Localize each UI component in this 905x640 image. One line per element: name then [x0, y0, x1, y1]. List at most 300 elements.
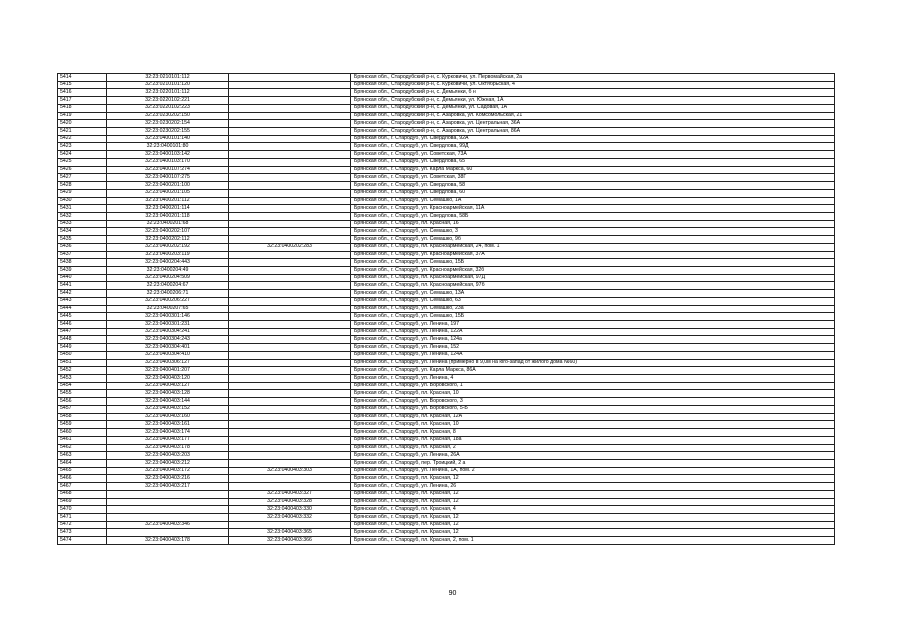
address-cell: Брянская обл., г. Стародуб, пл. Красная, 12: [351, 498, 835, 506]
table-row: [58, 405, 835, 413]
row-number-cell: 5437: [58, 251, 107, 259]
row-number-cell: 5429: [58, 189, 107, 197]
row-number-cell: 5458: [58, 413, 107, 421]
table-row: [58, 513, 835, 521]
premises-cadastral-number-cell: [229, 390, 351, 398]
cadastral-number-cell: 32:23:0400301:231: [107, 321, 229, 329]
table-row: [58, 182, 835, 190]
table-row: [58, 429, 835, 437]
table-row: [58, 251, 835, 259]
cadastral-number-cell: 32:23:0400403:346: [107, 521, 229, 529]
table-row: [58, 390, 835, 398]
cadastral-number-cell: 32:23:0400401:207: [107, 367, 229, 375]
premises-cadastral-number-cell: [229, 236, 351, 244]
cadastral-number-cell: [107, 506, 229, 514]
address-cell: Брянская обл., г. Стародуб, ул. Ленина, 26: [351, 483, 835, 491]
address-cell: Брянская обл., г. Стародуб, ул. Семашко, 15Б: [351, 259, 835, 267]
cadastral-number-cell: 32:23:0400403:178: [107, 444, 229, 452]
cadastral-number-cell: 32:23:0400304:410: [107, 351, 229, 359]
cadastral-number-cell: 32:23:0400201:68: [107, 220, 229, 228]
row-number-cell: 5440: [58, 274, 107, 282]
cadastral-number-cell: 32:23:0210101:120: [107, 81, 229, 89]
table-row: [58, 521, 835, 529]
premises-cadastral-number-cell: [229, 228, 351, 236]
row-number-cell: 5457: [58, 405, 107, 413]
address-cell: Брянская обл., г. Стародуб, ул. Красноармейская, 11А: [351, 205, 835, 213]
cadastral-number-cell: 32:23:0400202:112: [107, 236, 229, 244]
cadastral-number-cell: 32:23:0220101:112: [107, 89, 229, 97]
table-row: [58, 367, 835, 375]
premises-cadastral-number-cell: [229, 166, 351, 174]
cadastral-number-cell: 32:23:0400403:160: [107, 413, 229, 421]
cadastral-number-cell: 32:23:0400206:71: [107, 290, 229, 298]
address-cell: Брянская обл., г. Стародуб, ул. Свердлова, 60: [351, 189, 835, 197]
address-cell: Брянская обл., г. Стародуб, ул. Ленина, 26А: [351, 452, 835, 460]
row-number-cell: 5456: [58, 398, 107, 406]
premises-cadastral-number-cell: [229, 351, 351, 359]
table-row: [58, 259, 835, 267]
address-cell: Брянская обл., г. Стародуб, пл. Красная, 4: [351, 506, 835, 514]
premises-cadastral-number-cell: 32:23:0400403:365: [229, 529, 351, 537]
table-row: [58, 135, 835, 143]
address-cell: Брянская обл., г. Стародуб, пл. Красноармейская, 97б: [351, 282, 835, 290]
address-cell: Брянская обл., г. Стародуб, пл. Красная, 12: [351, 490, 835, 498]
table-row: [58, 112, 835, 120]
premises-cadastral-number-cell: [229, 444, 351, 452]
premises-cadastral-number-cell: 32:23:0400403:327: [229, 490, 351, 498]
row-number-cell: 5422: [58, 135, 107, 143]
address-cell: Брянская обл., г. Стародуб, пл. Красная, 12: [351, 513, 835, 521]
premises-cadastral-number-cell: [229, 151, 351, 159]
address-cell: Брянская обл., г. Стародуб, ул. Свердлова, 92А: [351, 135, 835, 143]
cadastral-number-cell: 32:23:0230202:150: [107, 112, 229, 120]
row-number-cell: 5474: [58, 537, 107, 545]
premises-cadastral-number-cell: 32:23:0400403:366: [229, 537, 351, 545]
premises-cadastral-number-cell: 32:23:0400403:328: [229, 498, 351, 506]
cadastral-number-cell: 32:23:0400304:243: [107, 336, 229, 344]
table-row: [58, 266, 835, 274]
address-cell: Брянская обл., г. Стародуб, пл. Красная, 12: [351, 529, 835, 537]
cadastral-number-cell: 32:23:0400204:67: [107, 282, 229, 290]
cadastral-number-cell: 32:23:0400403:217: [107, 483, 229, 491]
row-number-cell: 5445: [58, 313, 107, 321]
row-number-cell: 5469: [58, 498, 107, 506]
row-number-cell: 5472: [58, 521, 107, 529]
premises-cadastral-number-cell: [229, 197, 351, 205]
table-row: [58, 89, 835, 97]
cadastral-number-cell: 32:23:0400107:274: [107, 166, 229, 174]
row-number-cell: 5433: [58, 220, 107, 228]
address-cell: Брянская обл., г. Стародуб, ул. Семашко, 3: [351, 228, 835, 236]
table-row: [58, 297, 835, 305]
row-number-cell: 5447: [58, 328, 107, 336]
table-row: [58, 305, 835, 313]
cadastral-number-cell: 32:23:0400204:509: [107, 274, 229, 282]
cadastral-number-cell: 32:23:0400403:161: [107, 421, 229, 429]
row-number-cell: 5455: [58, 390, 107, 398]
premises-cadastral-number-cell: [229, 398, 351, 406]
cadastral-number-cell: 32:23:0400201:105: [107, 189, 229, 197]
table-row: [58, 344, 835, 352]
cadastral-number-cell: 32:23:0400403:127: [107, 382, 229, 390]
table-row: [58, 220, 835, 228]
address-cell: Брянская обл., г. Стародуб, ул. Ленина, 124А: [351, 351, 835, 359]
cadastral-number-cell: 32:23:0400202:192: [107, 243, 229, 251]
premises-cadastral-number-cell: [229, 375, 351, 383]
table-row: [58, 158, 835, 166]
table-row: [58, 313, 835, 321]
premises-cadastral-number-cell: [229, 475, 351, 483]
premises-cadastral-number-cell: [229, 405, 351, 413]
row-number-cell: 5427: [58, 174, 107, 182]
premises-cadastral-number-cell: [229, 128, 351, 136]
row-number-cell: 5451: [58, 359, 107, 367]
table-row: [58, 336, 835, 344]
table-row: [58, 328, 835, 336]
premises-cadastral-number-cell: [229, 266, 351, 274]
cadastral-number-cell: 32:23:0400203:119: [107, 251, 229, 259]
cadastral-number-cell: 32:23:0400201:114: [107, 205, 229, 213]
cadastral-number-cell: 32:23:0400204:49: [107, 266, 229, 274]
row-number-cell: 5448: [58, 336, 107, 344]
row-number-cell: 5454: [58, 382, 107, 390]
table-row: [58, 197, 835, 205]
table-row: [58, 151, 835, 159]
premises-cadastral-number-cell: [229, 282, 351, 290]
row-number-cell: 5444: [58, 305, 107, 313]
cadastral-number-cell: 32:23:0400403:172: [107, 467, 229, 475]
premises-cadastral-number-cell: [229, 81, 351, 89]
address-cell: Брянская обл., г. Стародуб, ул. Советская, 73А: [351, 151, 835, 159]
table-row: [58, 282, 835, 290]
cadastral-number-cell: 32:23:0230202:154: [107, 120, 229, 128]
row-number-cell: 5459: [58, 421, 107, 429]
premises-cadastral-number-cell: [229, 344, 351, 352]
premises-cadastral-number-cell: [229, 97, 351, 105]
premises-cadastral-number-cell: [229, 321, 351, 329]
address-cell: Брянская обл., г. Стародуб, ул. Красноармейская, 37А: [351, 251, 835, 259]
address-cell: Брянская обл., г. Стародуб, ул. Воровского, 3: [351, 398, 835, 406]
row-number-cell: 5421: [58, 128, 107, 136]
address-cell: Брянская обл., г. Стародуб, ул. Воровского, 5-Б: [351, 405, 835, 413]
premises-cadastral-number-cell: [229, 89, 351, 97]
row-number-cell: 5428: [58, 182, 107, 190]
cadastral-number-cell: 32:23:0400306:127: [107, 359, 229, 367]
cadastral-number-cell: 32:23:0400103:170: [107, 158, 229, 166]
row-number-cell: 5453: [58, 375, 107, 383]
address-cell: Брянская обл., г. Стародуб, пл. Красная, 2: [351, 444, 835, 452]
table-row: [58, 467, 835, 475]
premises-cadastral-number-cell: [229, 104, 351, 112]
address-cell: Брянская обл., г. Стародуб, ул. Красноармейская, 32б: [351, 266, 835, 274]
cadastral-number-cell: 32:23:0400103:142: [107, 151, 229, 159]
table-row: [58, 375, 835, 383]
cadastral-number-cell: 32:23:0220102:221: [107, 97, 229, 105]
premises-cadastral-number-cell: [229, 483, 351, 491]
address-cell: Брянская обл., г. Стародуб, ул. Ленина, 197: [351, 321, 835, 329]
cadastral-number-cell: 32:23:0400403:120: [107, 375, 229, 383]
address-cell: Брянская обл., г. Стародуб, пл. Красноармейская, 24, пом. 1: [351, 243, 835, 251]
table-row: [58, 166, 835, 174]
table-row: [58, 81, 835, 89]
row-number-cell: 5425: [58, 158, 107, 166]
row-number-cell: 5461: [58, 436, 107, 444]
table-row: [58, 274, 835, 282]
row-number-cell: 5463: [58, 452, 107, 460]
address-cell: Брянская обл., г. Стародуб, пл. Красноармейская, 97Д: [351, 274, 835, 282]
table-row: [58, 444, 835, 452]
premises-cadastral-number-cell: [229, 367, 351, 375]
address-cell: Брянская обл., г. Стародуб, пл. Красная, 12: [351, 475, 835, 483]
table-row: [58, 228, 835, 236]
cadastral-number-cell: 32:23:0400403:128: [107, 390, 229, 398]
row-number-cell: 5426: [58, 166, 107, 174]
premises-cadastral-number-cell: [229, 305, 351, 313]
row-number-cell: 5423: [58, 143, 107, 151]
cadastral-number-cell: [107, 513, 229, 521]
table-row: [58, 506, 835, 514]
cadastral-number-cell: 32:23:0400403:178: [107, 537, 229, 545]
premises-cadastral-number-cell: [229, 436, 351, 444]
address-cell: Брянская обл., Стародубский р-н, с. Курковичи, ул. Октябрьская, 4: [351, 81, 835, 89]
premises-cadastral-number-cell: [229, 421, 351, 429]
premises-cadastral-number-cell: [229, 174, 351, 182]
row-number-cell: 5443: [58, 297, 107, 305]
address-cell: Брянская обл., г. Стародуб, пл. Красная, 2, пом. 1: [351, 537, 835, 545]
cadastral-number-cell: 32:23:0400403:144: [107, 398, 229, 406]
address-cell: Брянская обл., г. Стародуб, пл. Красная, 12: [351, 521, 835, 529]
address-cell: Брянская обл., г. Стародуб, ул. Ленина, 4: [351, 375, 835, 383]
cadastral-number-cell: 32:23:0400403:177: [107, 436, 229, 444]
premises-cadastral-number-cell: [229, 429, 351, 437]
row-number-cell: 5441: [58, 282, 107, 290]
premises-cadastral-number-cell: [229, 413, 351, 421]
row-number-cell: 5432: [58, 212, 107, 220]
cadastral-number-cell: 32:23:0400403:152: [107, 405, 229, 413]
cadastral-number-cell: 32:23:0230202:155: [107, 128, 229, 136]
row-number-cell: 5442: [58, 290, 107, 298]
address-cell: Брянская обл., г. Стародуб, ул. Семашко, 23а: [351, 305, 835, 313]
table-row: [58, 205, 835, 213]
table-row: [58, 436, 835, 444]
row-number-cell: 5439: [58, 266, 107, 274]
address-cell: Брянская обл., г. Стародуб, пер. Троицкий, 2 а: [351, 459, 835, 467]
cadastral-number-cell: 32:23:0400304:241: [107, 328, 229, 336]
register-table-body: [58, 74, 835, 545]
row-number-cell: 5431: [58, 205, 107, 213]
premises-cadastral-number-cell: [229, 336, 351, 344]
row-number-cell: 5464: [58, 459, 107, 467]
address-cell: Брянская обл., г. Стародуб, ул. Семашко, 9б: [351, 236, 835, 244]
address-cell: Брянская обл., г. Стародуб, ул. Ленина, 152: [351, 344, 835, 352]
address-cell: Брянская обл., г. Стародуб, ул. Свердлова, 58Б: [351, 212, 835, 220]
cadastral-number-cell: [107, 490, 229, 498]
premises-cadastral-number-cell: [229, 205, 351, 213]
table-row: [58, 97, 835, 105]
table-row: [58, 537, 835, 545]
row-number-cell: 5466: [58, 475, 107, 483]
row-number-cell: 5419: [58, 112, 107, 120]
row-number-cell: 5436: [58, 243, 107, 251]
address-cell: Брянская обл., г. Стародуб, ул. Советская, 38Г: [351, 174, 835, 182]
address-cell: Брянская обл., г. Стародуб, ул. Ленина, 1А, пом. 2: [351, 467, 835, 475]
premises-cadastral-number-cell: 32:23:0400403:303: [229, 467, 351, 475]
table-row: [58, 498, 835, 506]
table-row: [58, 421, 835, 429]
cadastral-number-cell: 32:23:0400201:118: [107, 212, 229, 220]
cadastral-number-cell: 32:23:0400403:212: [107, 459, 229, 467]
table-row: [58, 321, 835, 329]
row-number-cell: 5452: [58, 367, 107, 375]
row-number-cell: 5449: [58, 344, 107, 352]
row-number-cell: 5460: [58, 429, 107, 437]
cadastral-number-cell: 32:23:0400403:203: [107, 452, 229, 460]
table-row: [58, 398, 835, 406]
table-row: [58, 143, 835, 151]
address-cell: Брянская обл., г. Стародуб, ул. Ленина, 122А: [351, 328, 835, 336]
address-cell: Брянская обл., г. Стародуб, пл. Красная, 16: [351, 220, 835, 228]
row-number-cell: 5473: [58, 529, 107, 537]
row-number-cell: 5468: [58, 490, 107, 498]
address-cell: Брянская обл., г. Стародуб, пл. Красная, 8: [351, 429, 835, 437]
premises-cadastral-number-cell: [229, 297, 351, 305]
table-row: [58, 382, 835, 390]
premises-cadastral-number-cell: [229, 212, 351, 220]
address-cell: Брянская обл., г. Стародуб, ул. Семашко, 15Б: [351, 313, 835, 321]
cadastral-number-cell: [107, 529, 229, 537]
premises-cadastral-number-cell: 32:23:0400403:330: [229, 506, 351, 514]
row-number-cell: 5462: [58, 444, 107, 452]
premises-cadastral-number-cell: [229, 143, 351, 151]
row-number-cell: 5424: [58, 151, 107, 159]
premises-cadastral-number-cell: [229, 328, 351, 336]
address-cell: Брянская обл., г. Стародуб, ул. Семашко, 13А: [351, 290, 835, 298]
table-row: [58, 359, 835, 367]
table-row: [58, 413, 835, 421]
cadastral-number-cell: 32:23:0220102:223: [107, 104, 229, 112]
premises-cadastral-number-cell: [229, 189, 351, 197]
row-number-cell: 5438: [58, 259, 107, 267]
table-row: [58, 104, 835, 112]
premises-cadastral-number-cell: 32:23:0400403:332: [229, 513, 351, 521]
cadastral-number-cell: 32:23:0400107:275: [107, 174, 229, 182]
address-cell: Брянская обл., г. Стародуб, пл. Красная, 18а: [351, 436, 835, 444]
premises-cadastral-number-cell: [229, 220, 351, 228]
address-cell: Брянская обл., г. Стародуб, ул. Ленина, 124а: [351, 336, 835, 344]
address-cell: Брянская обл., г. Стародуб, пл. Красная, 10: [351, 421, 835, 429]
table-row: [58, 189, 835, 197]
address-cell: Брянская обл., Стародубский р-н, с. Демьянки, ул. Садовая, 1А: [351, 104, 835, 112]
cadastral-number-cell: 32:23:0400202:107: [107, 228, 229, 236]
cadastral-number-cell: 32:23:0400301:146: [107, 313, 229, 321]
premises-cadastral-number-cell: [229, 120, 351, 128]
table-row: [58, 243, 835, 251]
cadastral-number-cell: 32:23:0400207:65: [107, 305, 229, 313]
premises-cadastral-number-cell: 32:23:0400202:283: [229, 243, 351, 251]
row-number-cell: 5414: [58, 74, 107, 82]
address-cell: Брянская обл., г. Стародуб, пл. Красная, 10: [351, 390, 835, 398]
row-number-cell: 5430: [58, 197, 107, 205]
premises-cadastral-number-cell: [229, 251, 351, 259]
address-cell: Брянская обл., Стародубский р-н, с. Курковичи, ул. Первомайская, 2а: [351, 74, 835, 82]
cadastral-number-cell: 32:23:0400101:140: [107, 135, 229, 143]
table-row: [58, 529, 835, 537]
cadastral-number-cell: 32:23:0400403:216: [107, 475, 229, 483]
address-cell: Брянская обл., Стародубский р-н, с. Азаровка, ул. Центральная, 36А: [351, 120, 835, 128]
row-number-cell: 5420: [58, 120, 107, 128]
address-cell: Брянская обл., г. Стародуб, ул. Карла Маркса, 86А: [351, 367, 835, 375]
cadastral-number-cell: 32:23:0400101:80: [107, 143, 229, 151]
premises-cadastral-number-cell: [229, 313, 351, 321]
table-row: [58, 236, 835, 244]
table-row: [58, 475, 835, 483]
address-cell: Брянская обл., Стародубский р-н, с. Демьянки, б н: [351, 89, 835, 97]
premises-cadastral-number-cell: [229, 274, 351, 282]
cadastral-number-cell: 32:23:0400201:100: [107, 182, 229, 190]
address-cell: Брянская обл., Стародубский р-н, с. Азаровка, ул. Центральная, 86А: [351, 128, 835, 136]
cadastral-number-cell: 32:23:0400201:112: [107, 197, 229, 205]
row-number-cell: 5467: [58, 483, 107, 491]
address-cell: Брянская обл., г. Стародуб, ул. Карла Маркса, 60: [351, 166, 835, 174]
premises-cadastral-number-cell: [229, 359, 351, 367]
table-row: [58, 120, 835, 128]
premises-cadastral-number-cell: [229, 135, 351, 143]
cadastral-number-cell: 32:23:0400403:174: [107, 429, 229, 437]
premises-cadastral-number-cell: [229, 290, 351, 298]
table-row: [58, 174, 835, 182]
row-number-cell: 5416: [58, 89, 107, 97]
premises-cadastral-number-cell: [229, 259, 351, 267]
cadastral-number-cell: 32:23:0210101:112: [107, 74, 229, 82]
address-cell: Брянская обл., Стародубский р-н, с. Демьянки, ул. Южная, 1А: [351, 97, 835, 105]
premises-cadastral-number-cell: [229, 452, 351, 460]
address-cell: Брянская обл., г. Стародуб, ул. Воровского, 1: [351, 382, 835, 390]
premises-cadastral-number-cell: [229, 459, 351, 467]
table-row: [58, 452, 835, 460]
address-cell: Брянская обл., г. Стародуб, пл. Красная, 12А: [351, 413, 835, 421]
premises-cadastral-number-cell: [229, 74, 351, 82]
row-number-cell: 5471: [58, 513, 107, 521]
table-row: [58, 74, 835, 82]
register-table-container: [57, 73, 835, 545]
row-number-cell: 5434: [58, 228, 107, 236]
cadastral-register-table: [57, 73, 835, 545]
address-cell: Брянская обл., г. Стародуб, ул. Ленина (примерно в 9,0м на юго-запад от жилого дома №60): [351, 359, 835, 367]
row-number-cell: 5450: [58, 351, 107, 359]
row-number-cell: 5415: [58, 81, 107, 89]
premises-cadastral-number-cell: [229, 521, 351, 529]
table-row: [58, 290, 835, 298]
row-number-cell: 5470: [58, 506, 107, 514]
address-cell: Брянская обл., г. Стародуб, ул. Свердлова, 65: [351, 158, 835, 166]
cadastral-number-cell: [107, 498, 229, 506]
address-cell: Брянская обл., г. Стародуб, ул. Свердлова, 58: [351, 182, 835, 190]
table-row: [58, 490, 835, 498]
table-row: [58, 351, 835, 359]
row-number-cell: 5435: [58, 236, 107, 244]
page-number: 90: [448, 590, 457, 597]
premises-cadastral-number-cell: [229, 382, 351, 390]
row-number-cell: 5417: [58, 97, 107, 105]
row-number-cell: 5418: [58, 104, 107, 112]
cadastral-number-cell: 32:23:0400204:443: [107, 259, 229, 267]
table-row: [58, 128, 835, 136]
address-cell: Брянская обл., Стародубский р-н, с. Азаровка, ул. Комсомольская, 21: [351, 112, 835, 120]
premises-cadastral-number-cell: [229, 182, 351, 190]
table-row: [58, 483, 835, 491]
address-cell: Брянская обл., г. Стародуб, ул. Семашко, 1А: [351, 197, 835, 205]
row-number-cell: 5446: [58, 321, 107, 329]
